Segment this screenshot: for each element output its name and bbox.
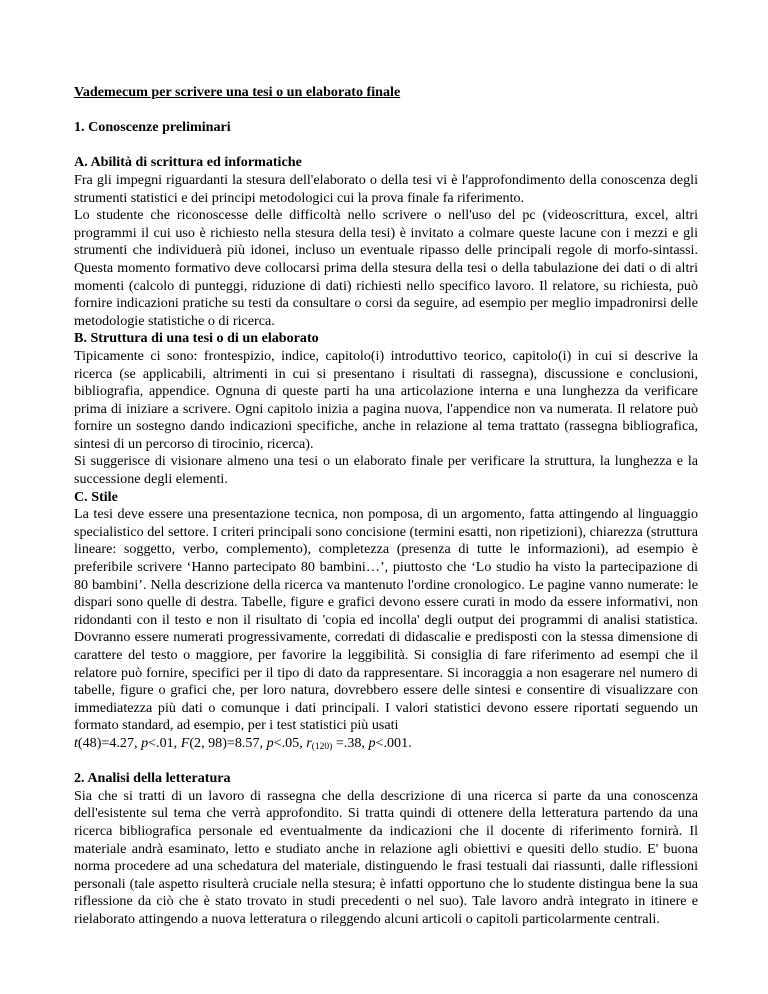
paragraph: Fra gli impegni riguardanti la stesura dell'elaborato o della tesi vi è l'approfondimento della conoscenza degli strumenti statistici e dei principi metodologici cui la prova finale fa riferimento. <box>74 171 698 206</box>
stat-f-symbol: F <box>180 734 190 751</box>
stat-r-symbol: r <box>306 734 312 751</box>
stat-p-value: <.001. <box>375 734 412 751</box>
subsection-heading-b: B. Struttura di una tesi o di un elaborato <box>74 330 319 347</box>
subsection-heading-c: C. Stile <box>74 488 118 505</box>
paragraph: Sia che si tratti di un lavoro di rassegna che della descrizione di una ricerca si parte da una conoscenza dell'esistente sul tema che verrà approfondito. Si tratta quindi di ottenere della letteratura partendo da una ricerca bibliografica personale ed eventualmente da indicazioni che il docente di riferimento fornirà. Il materiale andrà esaminato, letto e studiato anche in relazione agli obiettivi e quesiti dello studio. E' buona norma procedere ad una schedatura del materiale, distinguendo le frasi testuali dai riassunti, dalle riflessioni personali (tale aspetto risulterà cruciale nella stesura; è infatti opportuno che lo studente distingua bene la sua riflessione da ciò che è stato trovato in studi precedenti o nel suo). Tale lavoro andrà integrato in itinere e rielaborato attingendo a nuova letteratura o rileggendo alcuni articoli o capitoli particolarmente centrali. <box>74 787 698 927</box>
document-page <box>74 84 698 929</box>
spacer <box>74 137 698 155</box>
section-heading-1: 1. Conoscenze preliminari <box>74 119 231 136</box>
paragraph: Tipicamente ci sono: frontespizio, indice, capitolo(i) introduttivo teorico, capitolo(i) in cui si descrive la ricerca (se applicabili, altrimenti in cui si presentano i risultati di rassegna), discussione e conclusioni, bibliografia, appendice. Ognuna di queste parti ha una articolazione interna e una lunghezza da verificare prima di iniziare a scrivere. Ogni capitolo inizia a pagina nuova, l'appendice non va numerata. Il relatore può fornire un sostegno dando indicazioni specifiche, anche in relazione al tema trattato (rassegna bibliografica, sintesi di un percorso di tirocinio, ricerca). <box>74 347 698 452</box>
stat-t-symbol: t <box>74 734 78 751</box>
spacer <box>74 753 698 771</box>
document-title: Vademecum per scrivere una tesi o un elaborato finale <box>74 84 401 100</box>
stat-p-value: <.01, <box>148 734 181 751</box>
stat-p-symbol: p <box>368 734 376 751</box>
stat-p-symbol: p <box>141 734 149 751</box>
section-heading-2: 2. Analisi della letteratura <box>74 770 231 787</box>
spacer <box>74 102 698 120</box>
paragraph-stile <box>74 506 698 752</box>
stat-r-subscript: (120) <box>311 741 333 752</box>
stat-f-value: (2, 98)=8.57, <box>189 734 267 751</box>
stat-p-value: <.05, <box>273 734 307 751</box>
subsection-heading-a: A. Abilità di scrittura ed informatiche <box>74 154 302 171</box>
paragraph: Lo studente che riconoscesse delle difficoltà nello scrivere o nell'uso del pc (videoscrittura, excel, altri programmi il cui uso è richiesto nella stesura della tesi) è invitato a colmare queste lacune con i mezzi e gli strumenti che individuerà più idonei, incluso un eventuale ripasso delle principali regole di morfo-sintassi. Questa momento formativo deve collocarsi prima della stesura della tesi o della tabulazione dei dati o di altri momenti (calcolo di punteggi, riduzione di dati) richiesti nello specifico lavoro. Il relatore, su richiesta, può fornire indicazioni pratiche su testi da consultare o corsi da seguire, ad esempio per meglio impadronirsi delle metodologie statistiche o di ricerca. <box>74 207 698 329</box>
stat-p-symbol: p <box>266 734 274 751</box>
stat-t-value: (48)=4.27, <box>77 734 142 751</box>
paragraph: Si suggerisce di visionare almeno una tesi o un elaborato finale per verificare la struttura, la lunghezza e la successione degli elementi. <box>74 453 698 488</box>
paragraph-text: La tesi deve essere una presentazione tecnica, non pomposa, di un argomento, fatta attingendo al linguaggio specialistico del settore. I criteri principali sono concisione (termini esatti, non ripetizioni), chiarezza (struttura lineare: soggetto, verbo, complemento), completezza (presenza di tutte le informazioni), ad esempio è preferibile scrivere ‘Hanno partecipato 80 bambini…’, piuttosto che ‘Lo studio ha visto la partecipazione di 80 bambini’. Nella descrizione della ricerca va mantenuto l'ordine cronologico. Le pagine vanno numerate: le dispari sono quelle di destra. Tabelle, figure e grafici devono essere curati in modo da essere informativi, non ridondanti con il testo e non il risultato di 'copia ed incolla' degli output dei programmi di analisi statistica. Dovranno essere numerati progressivamente, corredati di didascalie e predisposti con la stessa dimensione di carattere del testo o maggiore, per favorire la leggibilità. Si consiglia di fare riferimento ad esempi che il relatore può fornire, specifici per il tipo di dato da rappresentare. Si incoraggia a non esagerare nel numero di tabelle, figure o grafici che, per loro natura, dovrebbero essere delle sintesi e consentire di visualizzare con immediatezza più dati o comunque i dati principali. I valori statistici devono essere riportati seguendo un formato standard, ad esempio, per i test statistici più usati <box>74 506 698 734</box>
stat-r-value: =.38, <box>332 734 369 751</box>
